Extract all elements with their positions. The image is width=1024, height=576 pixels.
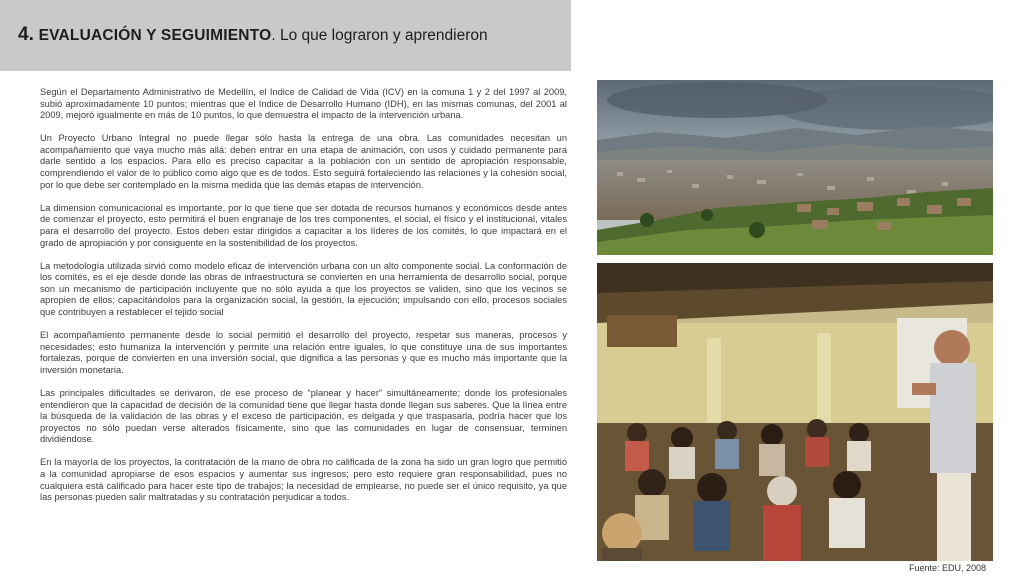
section-title: EVALUACIÓN Y SEGUIMIENTO: [38, 27, 272, 44]
section-number: 4.: [18, 24, 34, 45]
paragraph: En la mayoría de los proyectos, la contratación de la mano de obra no calificada de la zona ha sido un gran logro que permitió a la comunidad apropiarse de esos espacios y aumentar sus ingresos; pero esto requiere gran responsabilidad, pues no cualquiera está calificado para hacer este tipo de trabajos; la necesidad de emplearse, no puede ser el único requisito, ya que las personas pueden salir maltratadas y su contratación perjudicar a todos.: [40, 457, 567, 503]
photo-caption: Fuente: EDU, 2008: [908, 563, 986, 573]
paragraph: Las principales dificultades se derivaron, de ese proceso de “planear y hacer” simultáneamente; donde los profesionales entendieron que la capacidad de decisión de la comunidad tiene que llegar hasta donde llegan sus saberes. Que la línea entre la búsqueda de la validación de las obras y el exceso de participación, es delgada y que traspasarla, podría hacer que los proyectos no sólo puedan verse alterados físicamente, sino que las comunidades en lugar de consensuar, terminen dividiéndose.: [40, 387, 567, 445]
paragraph: La dimension comunicacional es importante, por lo que tiene que ser dotada de recursos humanos y económicos desde antes de comenzar el proyecto, esto permitirá el buen engranaje de los tres componentes, el social, el físico y el institucional, vitales para el desarrollo del proyecto. Estos deben estar dirigidos a capacitar a los líderes de los comités, lo que impactará en el grado de apropiación y por consiguente en la sostenibilidad de los proyectos.: [40, 202, 567, 248]
paragraph: La metodología utilizada sirvió como modelo eficaz de intervención urbana con un alto componente social. La conformación de los comités, es el eje desde donde las obras de infraestructura se convierten en una herramienta de desarrollo social, porque son un mecanismo de participación incluyente que no sólo ayuda a que los proyectos se validen, sino que los vecinos se apropien de ellos; capacitándolos para la organización social, la gestión, la ejecución; impulsando con ello, procesos sociales que contribuyen a restablecer el tejido social: [40, 260, 567, 317]
paragraph: El acompañamiento permanente desde lo social permitió el desarrollo del proyecto, respetar sus maneras, procesos y necesidades; esto humaniza la intervención y permite una relación entre iguales, lo que constituye una de sus importantes fortalezas, porque de convierten en una inversión social, que dignifica a las personas y que es mucho más importante que la inversión monetaria.: [40, 330, 567, 375]
body-text: [40, 87, 567, 515]
page-title: [18, 24, 488, 46]
community-meeting-photo: [597, 263, 993, 561]
city-hillside-photo: [597, 80, 993, 255]
paragraph: Según el Departamento Administrativo de Medellín, el Indice de Calidad de Vida (ICV) en la comuna 1 y 2 del 1997 al 2009, subió aproximadamente 10 puntos; mientras que el Indice de Desarrollo Humano (IDH), en las mismas comunas, del 2001 al 2009, mejoró igualmente en más de 10 puntos, lo que demuestra el impacto de la intervención urbana.: [40, 87, 567, 121]
section-subtitle: . Lo que lograron y aprendieron: [271, 27, 488, 44]
header-bar: [0, 0, 571, 71]
paragraph: Un Proyecto Urbano Integral no puede llegar sólo hasta la entrega de una obra. Las comunidades necesitan un acompañamiento que vaya mucho más allá: deben entrar en una etapa de animación, con usos y cuidado permanente para darle sentido a los espacios. Para ello es preciso capacitar a la población con un sentido de apropiación responsable, comprendiendo el valor de lo público como algo que es de todos. Esto seguirá fortaleciendo las relaciones y la cohesión social, por lo que debe ser contemplado en la misma medida que las demás etapas de intervención.: [40, 133, 567, 190]
